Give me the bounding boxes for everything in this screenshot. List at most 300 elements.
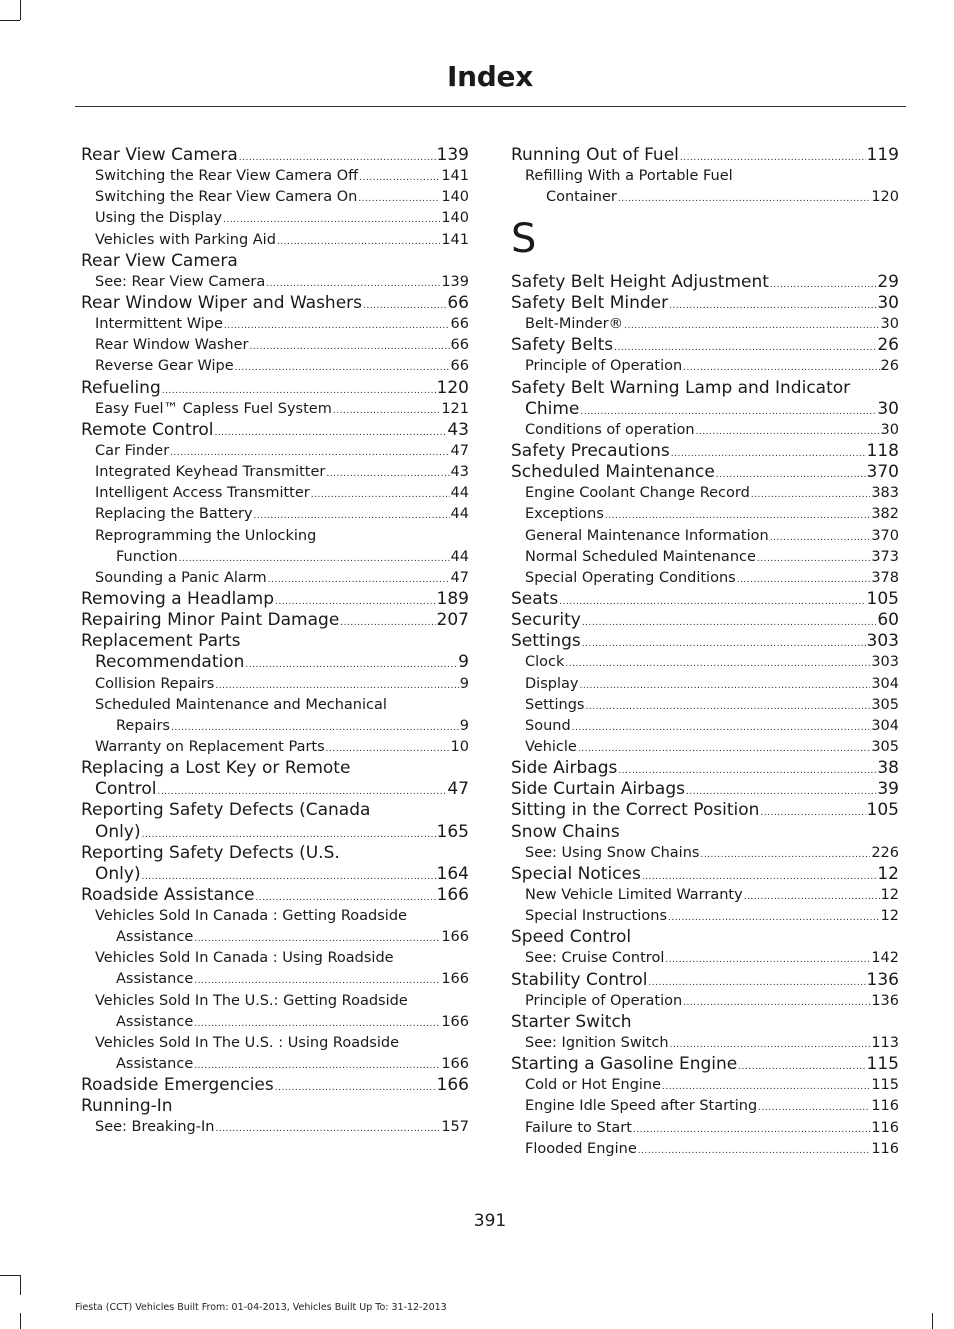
page-reference: 66 xyxy=(450,316,469,333)
page-reference: 30 xyxy=(877,398,899,419)
dot-leader xyxy=(162,381,436,399)
dot-leader xyxy=(268,570,450,589)
index-subentry xyxy=(81,927,469,948)
entry-label: Chime xyxy=(525,398,580,419)
page-reference: 226 xyxy=(871,844,899,861)
page-reference: 141 xyxy=(441,231,469,248)
index-entry xyxy=(81,631,469,652)
entry-label: Display xyxy=(525,675,579,692)
dot-leader xyxy=(363,296,446,314)
dot-leader xyxy=(578,739,870,758)
page-reference: 207 xyxy=(436,610,469,631)
index-subentry xyxy=(511,906,899,927)
index-subentry xyxy=(511,547,899,568)
entry-label: Engine Coolant Change Record xyxy=(525,485,750,502)
index-subentry xyxy=(511,483,899,504)
dot-leader xyxy=(171,718,459,737)
page-reference: 10 xyxy=(450,738,469,755)
entry-label: Scheduled Maintenance xyxy=(511,462,715,483)
index-entry xyxy=(511,1012,899,1033)
index-subentry xyxy=(81,716,469,737)
dot-leader xyxy=(194,971,440,990)
dot-leader xyxy=(565,654,870,673)
page-reference: 12 xyxy=(877,863,899,884)
page-reference: 9 xyxy=(458,652,469,673)
page-reference: 47 xyxy=(450,442,469,459)
index-entry xyxy=(511,441,899,462)
page-reference: 30 xyxy=(880,421,899,438)
dot-leader xyxy=(744,887,880,906)
dot-leader xyxy=(142,825,436,843)
entry-label: Safety Belt Minder xyxy=(511,293,669,314)
index-entry xyxy=(81,652,469,673)
index-subentry xyxy=(81,1054,469,1075)
entry-label: Stability Control xyxy=(511,969,648,990)
entry-label: Assistance xyxy=(116,1056,194,1073)
page-title: Index xyxy=(447,60,533,93)
dot-leader xyxy=(757,549,870,568)
page-reference: 120 xyxy=(871,189,899,206)
dot-leader xyxy=(614,338,876,356)
entry-label: Rear Window Wiper and Washers xyxy=(81,292,363,313)
page-reference: 105 xyxy=(866,589,899,610)
dot-leader xyxy=(326,739,450,758)
dot-leader xyxy=(142,867,436,885)
entry-label: Car Finder xyxy=(95,442,170,459)
index-entry xyxy=(81,843,469,864)
index-section-letter xyxy=(511,208,899,272)
index-entry xyxy=(511,631,899,652)
index-subentry xyxy=(511,843,899,864)
index-subentry xyxy=(81,674,469,695)
entry-label: Running Out of Fuel xyxy=(511,145,679,165)
index-entry xyxy=(81,293,469,314)
entry-label: Switching the Rear View Camera Off xyxy=(95,168,359,185)
entry-label: Easy Fuel™ Capless Fuel System xyxy=(95,400,332,417)
index-subentry xyxy=(81,335,469,356)
entry-label: Running-In xyxy=(81,1096,173,1117)
page-reference: 38 xyxy=(877,758,899,779)
dot-leader xyxy=(194,1014,440,1033)
index-entry xyxy=(511,970,899,991)
page-reference: 116 xyxy=(871,1119,899,1136)
index-entry xyxy=(81,610,469,631)
index-subentry xyxy=(81,695,469,716)
dot-leader xyxy=(696,422,880,441)
index-entry xyxy=(81,420,469,441)
page-reference: 119 xyxy=(866,145,899,165)
index-subentry xyxy=(511,948,899,969)
page-reference: 165 xyxy=(436,821,469,842)
entry-label: Vehicles Sold In The U.S.: Getting Roadside xyxy=(95,992,408,1009)
dot-leader xyxy=(580,402,876,420)
entry-label: Rear View Camera xyxy=(81,145,238,165)
dot-leader xyxy=(683,993,870,1012)
dot-leader xyxy=(359,168,440,187)
page-reference: 189 xyxy=(436,588,469,609)
index-subentry xyxy=(511,991,899,1012)
entry-label: Safety Precautions xyxy=(511,441,670,462)
entry-label: General Maintenance Information xyxy=(525,527,769,544)
page-reference: 378 xyxy=(871,569,899,586)
entry-label: See: Breaking-In xyxy=(95,1119,215,1136)
index-subentry xyxy=(81,483,469,504)
dot-leader xyxy=(671,444,866,462)
index-entry xyxy=(81,758,469,779)
dot-leader xyxy=(648,973,865,991)
entry-label: Conditions of operation xyxy=(525,421,695,438)
dot-leader xyxy=(194,1056,440,1075)
index-entry xyxy=(81,1075,469,1096)
entry-label: Warranty on Replacement Parts xyxy=(95,738,325,755)
crop-mark-bottom-right-tick xyxy=(932,1313,933,1329)
index-entry xyxy=(511,758,899,779)
entry-label: Replacing the Battery xyxy=(95,506,253,523)
index-subentry xyxy=(81,526,469,547)
entry-label: Recommendation xyxy=(95,652,245,673)
entry-label: Reprogramming the Unlocking xyxy=(95,527,317,544)
page-reference: 303 xyxy=(871,654,899,671)
page-reference: 383 xyxy=(871,485,899,502)
page-reference: 113 xyxy=(871,1034,899,1051)
dot-leader xyxy=(194,929,440,948)
entry-label: Safety Belts xyxy=(511,335,614,356)
page-reference: 66 xyxy=(447,292,469,313)
dot-leader xyxy=(223,210,440,229)
index-subentry xyxy=(511,737,899,758)
entry-label: Belt-Minder® xyxy=(525,316,624,333)
page-reference: 304 xyxy=(871,675,899,692)
dot-leader xyxy=(559,592,865,610)
entry-label: See: Cruise Control xyxy=(525,950,665,967)
dot-leader xyxy=(275,592,436,610)
dot-leader xyxy=(716,465,866,483)
index-entry xyxy=(81,589,469,610)
crop-mark-bottom-left-v xyxy=(20,1275,21,1295)
dot-leader xyxy=(214,423,446,441)
entry-label: Function xyxy=(116,548,178,565)
page-reference: 166 xyxy=(441,1013,469,1030)
index-entry xyxy=(511,864,899,885)
index-entry xyxy=(511,272,899,293)
dot-leader xyxy=(737,570,871,589)
index-subentry xyxy=(81,948,469,969)
entry-label: Roadside Emergencies xyxy=(81,1075,274,1096)
index-subentry xyxy=(81,1033,469,1054)
entry-label: Starter Switch xyxy=(511,1011,632,1032)
page-reference: 166 xyxy=(441,929,469,946)
index-subentry xyxy=(81,314,469,335)
dot-leader xyxy=(758,1098,870,1117)
dot-leader xyxy=(224,316,450,335)
page-reference: 120 xyxy=(436,377,469,398)
entry-label: Clock xyxy=(525,654,565,671)
entry-label: Vehicle xyxy=(525,739,577,756)
page-reference: 142 xyxy=(871,950,899,967)
dot-leader xyxy=(760,803,865,821)
entry-label: Replacing a Lost Key or Remote xyxy=(81,758,351,779)
index-entry xyxy=(511,462,899,483)
entry-label: Using the Display xyxy=(95,210,223,227)
index-subentry xyxy=(511,420,899,441)
index-subentry xyxy=(511,187,899,208)
dot-leader xyxy=(670,1035,871,1054)
entry-label: Integrated Keyhead Transmitter xyxy=(95,464,326,481)
index-subentry xyxy=(511,1075,899,1096)
entry-label: See: Ignition Switch xyxy=(525,1034,669,1051)
index-subentry xyxy=(81,230,469,251)
dot-leader xyxy=(275,1078,436,1096)
dot-leader xyxy=(582,613,877,631)
entry-label: New Vehicle Limited Warranty xyxy=(525,887,743,903)
entry-label: Side Airbags xyxy=(511,758,618,779)
index-subentry xyxy=(81,441,469,462)
entry-label: Remote Control xyxy=(81,419,214,440)
dot-leader xyxy=(585,697,870,716)
page-reference: 12 xyxy=(880,887,899,903)
dot-leader xyxy=(638,1141,871,1160)
index-entry xyxy=(81,1096,469,1117)
dot-leader xyxy=(582,634,866,652)
index-subentry xyxy=(511,652,899,673)
index-entry xyxy=(81,779,469,800)
entry-label: Normal Scheduled Maintenance xyxy=(525,548,756,565)
entry-label: Principle of Operation xyxy=(525,992,683,1009)
index-entry xyxy=(81,864,469,885)
index-subentry xyxy=(81,356,469,377)
dot-leader xyxy=(680,148,866,166)
entry-label: Replacement Parts xyxy=(81,631,241,652)
section-letter-label: S xyxy=(511,216,537,263)
entry-label: Sound xyxy=(525,717,571,734)
index-entry xyxy=(511,589,899,610)
dot-leader xyxy=(311,485,450,504)
entry-label: Special Notices xyxy=(511,863,641,884)
dot-leader xyxy=(624,316,879,335)
page-reference: 44 xyxy=(450,485,469,502)
entry-label: Assistance xyxy=(116,929,194,946)
page-reference: 26 xyxy=(880,358,899,375)
page-reference: 26 xyxy=(877,335,899,356)
entry-label: Vehicles Sold In The U.S. : Using Roadside xyxy=(95,1034,400,1051)
dot-leader xyxy=(642,867,877,885)
index-subentry xyxy=(81,399,469,420)
page-reference: 140 xyxy=(441,189,469,206)
dot-leader xyxy=(266,274,440,293)
dot-leader xyxy=(326,464,449,483)
dot-leader xyxy=(662,1077,870,1096)
entry-label: Failure to Start xyxy=(525,1119,632,1136)
page-reference: 140 xyxy=(441,210,469,227)
index-subentry xyxy=(81,991,469,1012)
page-number: 391 xyxy=(473,1211,507,1231)
index-subentry xyxy=(511,885,899,906)
entry-label: Only) xyxy=(95,821,141,842)
entry-label: Refueling xyxy=(81,377,161,398)
entry-label: Only) xyxy=(95,863,141,884)
page-reference: 47 xyxy=(447,779,469,800)
page-reference: 39 xyxy=(877,779,899,800)
entry-label: Vehicles Sold In Canada : Getting Roadside xyxy=(95,908,407,925)
dot-leader xyxy=(633,1120,870,1139)
page-reference: 141 xyxy=(441,168,469,185)
entry-label: Sitting in the Correct Position xyxy=(511,800,760,821)
index-entry xyxy=(81,885,469,906)
index-subentry xyxy=(81,504,469,525)
page-reference: 382 xyxy=(871,506,899,523)
dot-leader xyxy=(618,761,876,779)
index-subentry xyxy=(81,272,469,293)
index-entry xyxy=(511,800,899,821)
entry-label: Security xyxy=(511,610,581,631)
dot-leader xyxy=(669,296,876,314)
entry-label: Snow Chains xyxy=(511,821,620,842)
page-reference: 136 xyxy=(866,969,899,990)
footer-text: Fiesta (CCT) Vehicles Built From: 01-04-2013, Vehicles Built Up To: 31-12-2013 xyxy=(75,1302,447,1313)
page-reference: 43 xyxy=(447,419,469,440)
entry-label: Control xyxy=(95,779,157,800)
entry-label: Rear Window Washer xyxy=(95,337,249,354)
entry-label: Reporting Safety Defects (Canada xyxy=(81,800,371,821)
index-entry xyxy=(511,145,899,166)
dot-leader xyxy=(235,358,450,377)
dot-leader xyxy=(738,1057,865,1075)
index-entry xyxy=(511,378,899,399)
page-reference: 305 xyxy=(871,696,899,713)
dot-leader xyxy=(179,549,450,568)
dot-leader xyxy=(358,189,440,208)
page-reference: 121 xyxy=(441,400,469,417)
page-reference: 303 xyxy=(866,631,899,652)
index-entry xyxy=(511,822,899,843)
dot-leader xyxy=(254,506,450,525)
index-subentry xyxy=(511,1139,899,1160)
dot-leader xyxy=(618,189,870,208)
dot-leader xyxy=(333,401,440,420)
page-reference: 166 xyxy=(441,971,469,988)
index-subentry xyxy=(81,462,469,483)
entry-label: Cold or Hot Engine xyxy=(525,1077,662,1094)
entry-label: Engine Idle Speed after Starting xyxy=(525,1098,758,1115)
index-subentry xyxy=(511,1118,899,1139)
index-entry xyxy=(511,293,899,314)
index-subentry xyxy=(511,1033,899,1054)
index-entry xyxy=(511,610,899,631)
page-reference: 373 xyxy=(871,548,899,565)
page-reference: 166 xyxy=(436,884,469,905)
index-subentry xyxy=(511,504,899,525)
index-entry xyxy=(81,378,469,399)
entry-label: Safety Belt Height Adjustment xyxy=(511,271,769,292)
index-entry xyxy=(81,251,469,272)
entry-label: See: Rear View Camera xyxy=(95,273,266,290)
dot-leader xyxy=(668,908,880,927)
page-reference: 370 xyxy=(866,462,899,483)
page-reference: 115 xyxy=(871,1077,899,1094)
dot-leader xyxy=(700,845,870,864)
entry-label: Side Curtain Airbags xyxy=(511,779,685,800)
crop-mark-top-left-v xyxy=(20,0,21,20)
page-reference: 116 xyxy=(871,1140,899,1157)
index-entry xyxy=(81,145,469,166)
dot-leader xyxy=(770,528,871,547)
index-subentry xyxy=(81,737,469,758)
index-subentry xyxy=(81,906,469,927)
page-reference: 105 xyxy=(866,800,899,821)
entry-label: Collision Repairs xyxy=(95,675,215,692)
index-column-right xyxy=(511,145,899,1160)
index-subentry xyxy=(81,187,469,208)
page-reference: 12 xyxy=(880,908,899,925)
entry-label: Special Instructions xyxy=(525,908,668,925)
entry-label: Starting a Gasoline Engine xyxy=(511,1054,738,1075)
dot-leader xyxy=(277,232,440,251)
page-reference: 370 xyxy=(871,527,899,544)
index-subentry xyxy=(511,314,899,335)
dot-leader xyxy=(579,676,870,695)
page-reference: 305 xyxy=(871,739,899,756)
entry-label: Flooded Engine xyxy=(525,1140,637,1157)
entry-label: Vehicles with Parking Aid xyxy=(95,231,276,248)
dot-leader xyxy=(572,718,871,737)
entry-label: Repairs xyxy=(116,717,170,734)
page-reference: 30 xyxy=(880,316,899,333)
entry-label: Repairing Minor Paint Damage xyxy=(81,610,340,631)
page-reference: 166 xyxy=(436,1075,469,1096)
index-subentry xyxy=(81,1117,469,1138)
index-subentry xyxy=(511,695,899,716)
index-entry xyxy=(511,1054,899,1075)
page-reference: 9 xyxy=(459,717,469,734)
entry-label: Removing a Headlamp xyxy=(81,588,274,609)
dot-leader xyxy=(245,655,457,673)
entry-label: Speed Control xyxy=(511,927,632,948)
entry-label: Intelligent Access Transmitter xyxy=(95,485,310,502)
page-reference: 164 xyxy=(436,863,469,884)
page-reference: 29 xyxy=(877,271,899,292)
crop-mark-bottom-left-h xyxy=(0,1275,20,1276)
page-reference: 66 xyxy=(450,337,469,354)
page-reference: 115 xyxy=(866,1054,899,1075)
page-reference: 136 xyxy=(871,992,899,1009)
entry-label: Safety Belt Warning Lamp and Indicator xyxy=(511,377,851,398)
index-subentry xyxy=(81,1012,469,1033)
index-subentry xyxy=(81,208,469,229)
page-reference: 116 xyxy=(871,1098,899,1115)
entry-label: Vehicles Sold In Canada : Using Roadside xyxy=(95,950,394,967)
index-subentry xyxy=(81,547,469,568)
dot-leader xyxy=(250,337,450,356)
index-entry xyxy=(511,335,899,356)
index-subentry xyxy=(511,568,899,589)
page-reference: 304 xyxy=(871,717,899,734)
index-subentry xyxy=(81,969,469,990)
crop-mark-bottom-left-tick xyxy=(20,1313,21,1329)
index-entry xyxy=(511,399,899,420)
dot-leader xyxy=(683,358,879,377)
index-subentry xyxy=(81,568,469,589)
dot-leader xyxy=(215,1119,440,1138)
entry-label: Refilling With a Portable Fuel xyxy=(525,168,733,185)
entry-label: Settings xyxy=(525,696,585,713)
index-column-left xyxy=(81,145,469,1139)
entry-label: Scheduled Maintenance and Mechanical xyxy=(95,696,387,713)
page-reference: 44 xyxy=(450,548,469,565)
dot-leader xyxy=(215,676,458,695)
dot-leader xyxy=(340,613,435,631)
page-reference: 118 xyxy=(866,441,899,462)
entry-label: Sounding a Panic Alarm xyxy=(95,569,267,586)
